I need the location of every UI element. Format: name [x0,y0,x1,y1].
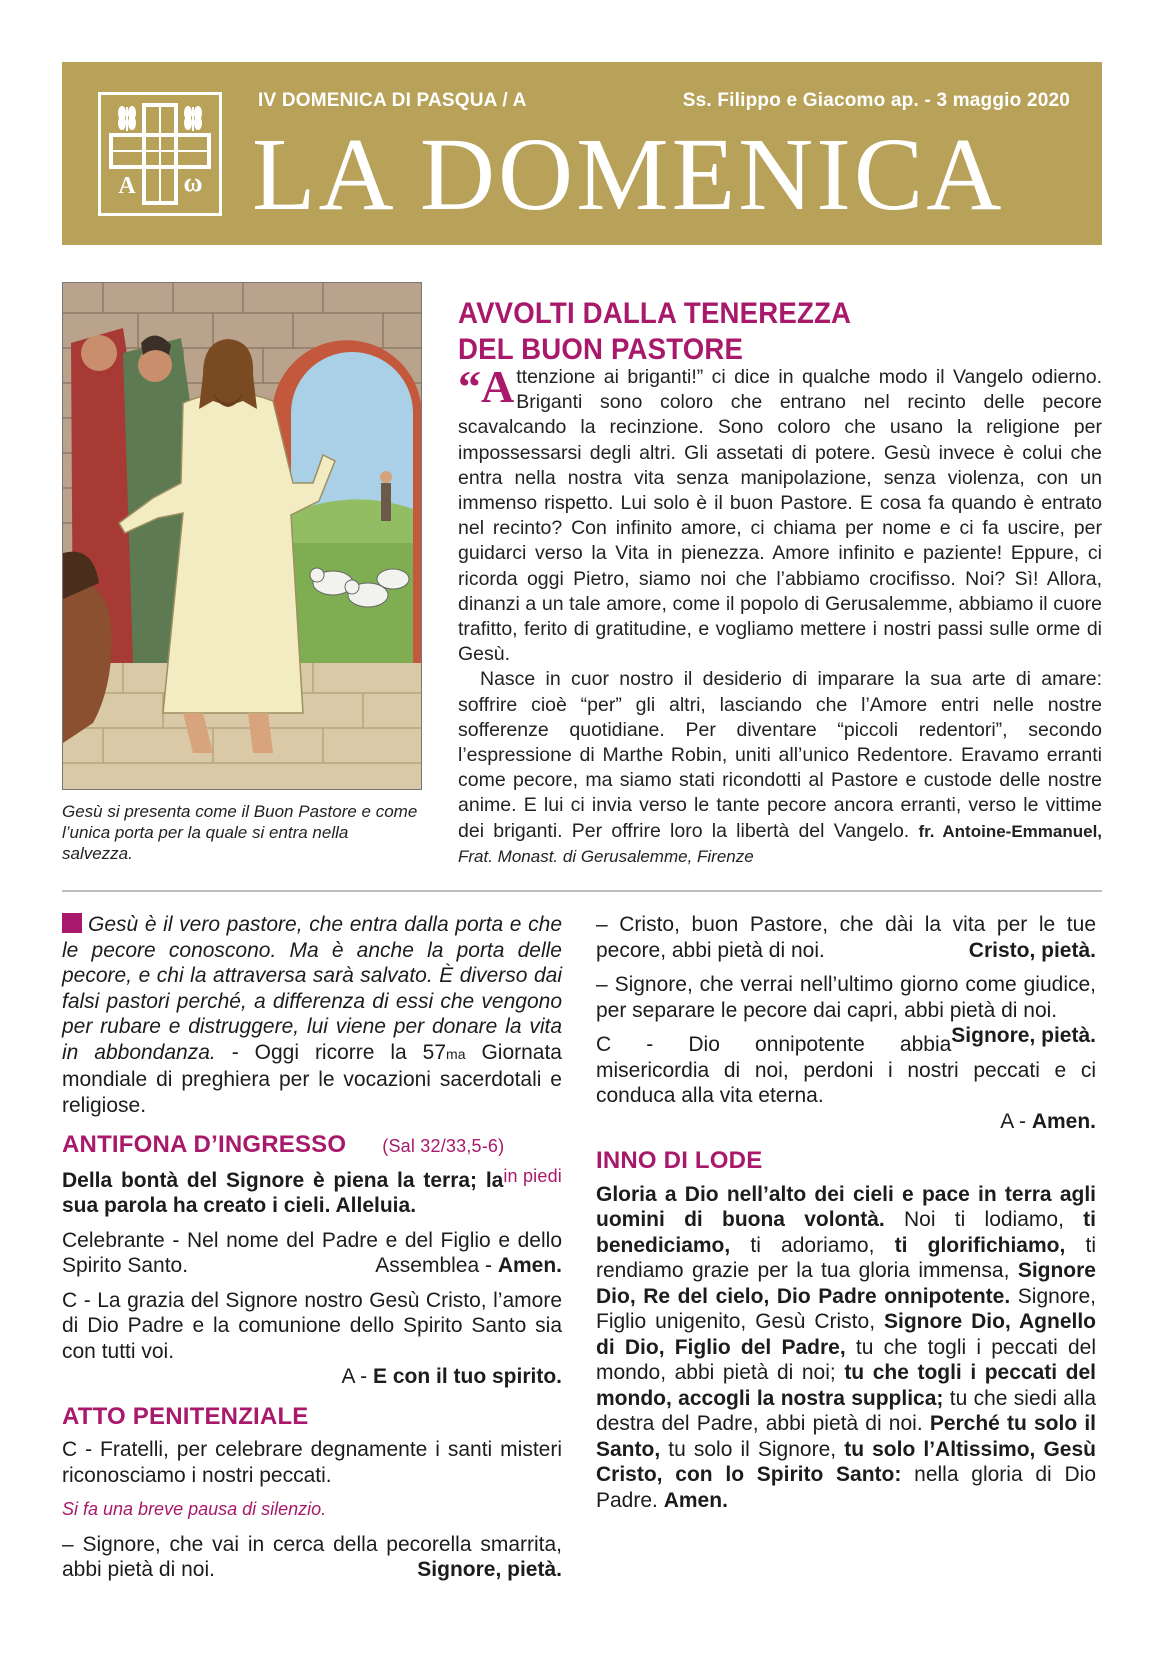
gloria-segment: ti adoriamo, [730,1233,895,1257]
illustration-caption: Gesù si presenta come il Buon Pastore e come l’unica porta per la quale si entra nella salvezza. [62,802,418,863]
atto-text: C - Fratelli, per celebrare degnamente i santi misteri riconosciamo i nostri peccati. [62,1438,562,1487]
invocation-1-response: Signore, pietà. [417,1558,562,1581]
liturgy-right-column [596,912,1096,1522]
celebrante-line [62,1228,562,1279]
assemblea-label: Assemblea - [375,1254,498,1277]
celebrante-text: Celebrante - Nel nome del Padre e del Figlio e dello Spirito Santo. [62,1228,562,1277]
greeting-label: A - [341,1365,373,1388]
section-divider [62,890,1102,892]
article-paragraph-2-text: Nasce in cuor nostro il desiderio di imparare la sua arte di amare: soffrire cioè “per” gli altri, lasciando che l’Amore entri nelle nostre sofferenze quotidiane. Per diventare “piccoli redentori”, secondo l’espressione di Marthe Robin, uniti all’unico Redentore. Eravamo erranti come pecore, ma siamo stati ricondotti al Pastore e custode delle nostre anime. E lui ci invia verso le tante pecore ancora erranti, verso le vittime dei briganti. Per offrire loro la libertà del Vangelo. [458,668,1102,842]
invocation-2 [596,912,1096,963]
gloria-text [596,1182,1096,1514]
liturgical-day: IV DOMENICA DI PASQUA / A [258,90,527,111]
article-paragraph-2 [458,667,1102,869]
saints-date: Ss. Filippo e Giacomo ap. - 3 maggio 2020 [682,90,1070,111]
gloria-segment: tu solo l’Altissimo, Gesù Cristo, con lo Spirito Santo: [596,1437,1096,1486]
antifona-psalm-ref: (Sal 32/33,5-6) [382,1136,505,1156]
gloria-segment: Signore Dio, Re del cielo, Dio Padre onnipotente. [596,1259,1096,1308]
atto-title: ATTO PENITENZIALE [62,1402,309,1430]
gloria-segment: tu che togli i peccati del mondo, abbi pietà di noi; [596,1335,1096,1384]
invocation-1 [62,1532,562,1583]
gloria-segment: ti rendiamo grazie per la tua gloria immensa, [596,1233,1096,1282]
invocation-3-text: – Signore, che verrai nell’ultimo giorno come giudice, per separare le pecore dai capri, abbi pietà di noi. [596,973,1096,1022]
invocation-2-response: Cristo, pietà. [968,938,1096,962]
gloria-segment: tu solo il Signore, [660,1437,845,1461]
gloria-segment: tu che siedi alla destra del Padre, abbi pietà di noi. [596,1386,1096,1435]
alpha-letter: A [118,173,136,199]
publication-title: LA DOMENICA [252,117,1005,232]
good-shepherd-illustration [62,282,422,790]
absolution-response: Amen. [1031,1109,1096,1133]
gloria-segment: Signore Dio, Agnello di Dio, Figlio del Padre, [596,1310,1096,1359]
inno-title: INNO DI LODE [596,1147,763,1174]
drop-cap-quote: “A [458,361,515,412]
gloria-segment: Noi ti lodiamo, [884,1208,1084,1231]
gospel-intro [62,912,562,1118]
cross-logo-icon [98,92,222,216]
gloria-segment: ti benediciamo, [596,1208,1096,1257]
absolution-label: A - [1000,1109,1032,1133]
silence-rubric: Si fa una breve pausa di silenzio. [62,1499,327,1519]
gloria-segment: Signore, Figlio unigenito, Gesù Cristo, [596,1284,1096,1333]
article-paragraph-1 [458,361,1102,667]
antifona-title: ANTIFONA D’INGRESSO [62,1131,347,1158]
gloria-segment: tu che togli i peccati del mondo, accogli la nostra supplica; [596,1361,1096,1410]
gloria-segment: nella gloria di Dio Padre. [596,1463,1096,1512]
ordinal-suffix: ma [446,1045,466,1062]
antifona-heading [62,1131,562,1186]
antifona-text: Della bontà del Signore è piena la terra; la sua parola ha creato i cieli. Alleluia. [62,1168,504,1217]
invocation-2-text: – Cristo, buon Pastore, che dài la vita per le tue pecore, abbi pietà di noi. [596,913,1096,962]
gloria-segment: Amen. [663,1488,728,1512]
masthead [62,62,1102,245]
invocation-3 [596,972,1096,1047]
assemblea-response: Amen. [497,1254,562,1277]
absolution-text: C - Dio onnipotente abbia misericordia di noi, perdoni i nostri peccati e ci conduca alla vita eterna. [596,1033,1096,1107]
gospel-intro-italic: Gesù è il vero pastore, che entra dalla porta e che le pecore conoscono. Ma è anche la porta delle pecore, e chi la attraversa sarà salvato. È diverso dai falsi pastori perché, a differenza di essi che vengono per rubare e distruggere, lui viene per donare la vita in abbondanza. [62,913,562,1064]
posture-note: in piedi [503,1165,562,1186]
greeting-response: E con il tuo spirito. [373,1365,562,1388]
square-bullet-icon [62,913,82,933]
liturgy-left-column [62,912,562,1592]
feature-headline [458,296,1047,368]
omega-letter: ω [183,168,203,197]
feature-article [458,361,1103,869]
headline-line-2: DEL BUON PASTORE [458,333,744,367]
article-author-org: Frat. Monast. di Gerusalemme, Firenze [458,846,754,866]
invocation-3-response: Signore, pietà. [951,1024,1096,1047]
invocation-1-text: – Signore, che vai in cerca della pecorella smarrita, abbi pietà di noi. [62,1532,562,1581]
gloria-segment: Perché tu solo il Santo, [596,1412,1096,1461]
article-author: fr. Antoine-Emmanuel, [918,821,1103,841]
gloria-segment: ti glorifichiamo, [894,1233,1066,1257]
article-paragraph-1-text: ttenzione ai briganti!” ci dice in qualche modo il Vangelo odierno. Briganti sono coloro che entrano nel recinto delle pecore scavalcando la recinzione. Sono coloro che usano la religione per impossessarsi degli altri. Gli assetati di potere. Gesù invece è colui che entra nella nostra vita senza manipolazione, senza violenza, con un immenso rispetto. Lui solo è il buon Pastore. E cosa fa quando è entrato nel recinto? Con infinito amore, ci chiama per nome e ci fa uscire, per guidarci verso la Vita in pienezza. Amore infinito e paziente! Eppure, ci ricorda oggi Pietro, siamo noi che l’abbiamo crocifisso. Noi? Sì! Allora, dinanzi a un tale amore, come il popolo di Gerusalemme, abbiamo il cuore trafitto, ferito di gratitudine, e vogliamo mettere i nostri passi sulle orme di Gesù. [458,366,1102,666]
greeting-line [62,1288,562,1390]
gospel-intro-tail-b: Giornata mondiale di preghiera per le vocazioni sacerdotali e religiose. [62,1040,562,1117]
greeting-text: C - La grazia del Signore nostro Gesù Cristo, l’amore di Dio Padre e la comunione dello Spirito Santo sia con tutti voi. [62,1288,562,1363]
gloria-segment: Gloria a Dio nell’alto dei cieli e pace in terra agli uomini di buona volontà. [596,1182,1096,1231]
gospel-intro-tail-a: - Oggi ricorre la 57 [215,1040,447,1064]
headline-line-1: AVVOLTI DALLA TENEREZZA [458,297,852,331]
